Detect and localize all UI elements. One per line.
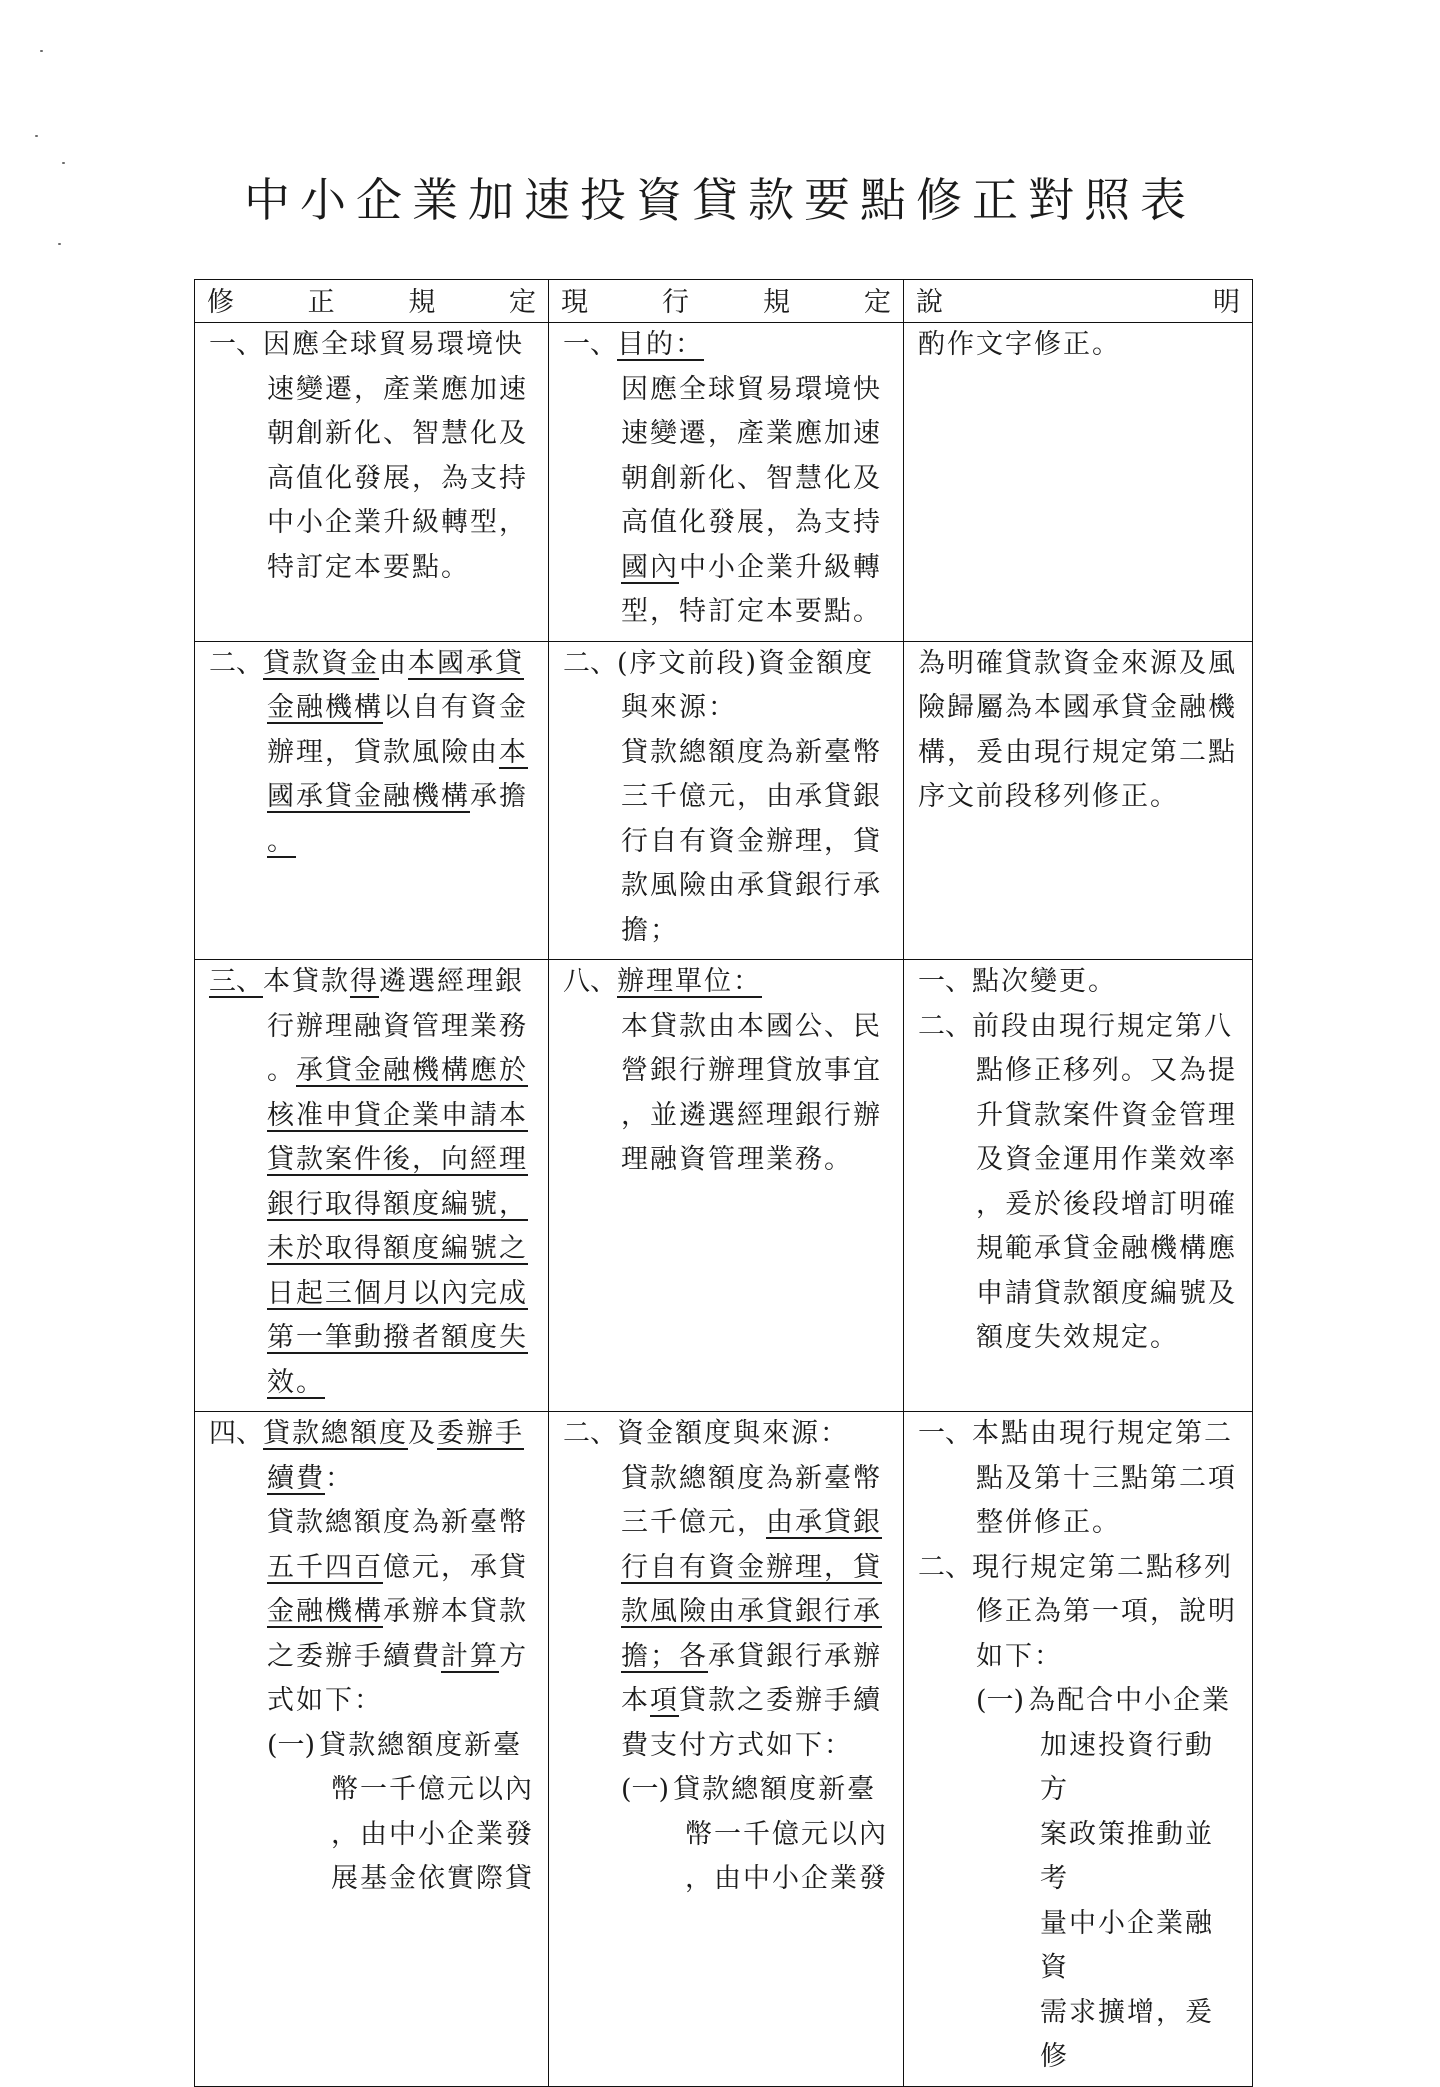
explanation-cell: 一、 本點由現行規定第二 點及第十三點第二項 整併修正。 二、 現行規定第二點移列 修正為第一項，說明 如下： (一) 為配合中小企業 加速投資行動方 案政策推動並考 量中小企業融資 需求擴增，爰修 bbox=[904, 1412, 1253, 2087]
scan-speck bbox=[58, 243, 61, 245]
comparison-table bbox=[194, 279, 1253, 2087]
scan-speck bbox=[40, 50, 43, 52]
table-header-row bbox=[195, 280, 1253, 323]
table-row bbox=[195, 641, 1253, 960]
table-row bbox=[195, 960, 1253, 1412]
revised-cell: 四、 貸款總額度及委辦手 續費： 貸款總額度為新臺幣 五千四百億元，承貸 金融機構承辦本貸款 之委辦手續費計算方 式如下： (一) 貸款總額度新臺 幣一千億元以內 ，由中小企業發 展基金依實際貸 bbox=[195, 1412, 549, 2087]
explanation-cell: 為明確貸款資金來源及風 險歸屬為本國承貸金融機 構，爰由現行規定第二點 序文前段移列修正。 bbox=[904, 641, 1253, 960]
revised-cell: 三、 本貸款得遴選經理銀 行辦理融資管理業務 。承貸金融機構應於 核准申貸企業申請本 貸款案件後，向經理 銀行取得額度編號， 未於取得額度編號之 日起三個月以內完成 第一筆動撥者額度失 效。 bbox=[195, 960, 549, 1412]
explanation-cell: 酌作文字修正。 bbox=[904, 323, 1253, 642]
current-cell: 二、 (序文前段)資金額度 與來源： 貸款總額度為新臺幣 三千億元，由承貸銀 行自有資金辦理，貸 款風險由承貸銀行承 擔； bbox=[549, 641, 904, 960]
document-title: 中小企業加速投資貸款要點修正對照表 bbox=[244, 173, 1196, 227]
header-revised: 修 正 規 定 bbox=[195, 280, 549, 323]
explanation-cell: 一、 點次變更。 二、 前段由現行規定第八 點修正移列。又為提 升貸款案件資金管理 及資金運用作業效率 ，爰於後段增訂明確 規範承貸金融機構應 申請貸款額度編號及 額度失效規定。 bbox=[904, 960, 1253, 1412]
revised-cell: 二、 貸款資金由本國承貸 金融機構以自有資金 辦理，貸款風險由本 國承貸金融機構承擔 。 bbox=[195, 641, 549, 960]
table-row bbox=[195, 1412, 1253, 2087]
scan-speck bbox=[62, 162, 65, 164]
current-cell: 二、 資金額度與來源： 貸款總額度為新臺幣 三千億元，由承貸銀 行自有資金辦理，貸 款風險由承貸銀行承 擔；各承貸銀行承辦 本項貸款之委辦手續 費支付方式如下： (一) 貸款總額度新臺 幣一千億元以內 ，由中小企業發 bbox=[549, 1412, 904, 2087]
current-cell: 八、 辦理單位： 本貸款由本國公、民 營銀行辦理貸放事宜 ，並遴選經理銀行辦 理融資管理業務。 bbox=[549, 960, 904, 1412]
table-row bbox=[195, 323, 1253, 642]
header-current: 現 行 規 定 bbox=[549, 280, 904, 323]
scan-speck bbox=[35, 135, 38, 137]
revised-cell: 一、 因應全球貿易環境快 速變遷，產業應加速 朝創新化、智慧化及 高值化發展，為支持 中小企業升級轉型， 特訂定本要點。 bbox=[195, 323, 549, 642]
current-cell: 一、 目的： 因應全球貿易環境快 速變遷，產業應加速 朝創新化、智慧化及 高值化發展，為支持 國內中小企業升級轉 型，特訂定本要點。 bbox=[549, 323, 904, 642]
header-explanation: 說 明 bbox=[904, 280, 1253, 323]
